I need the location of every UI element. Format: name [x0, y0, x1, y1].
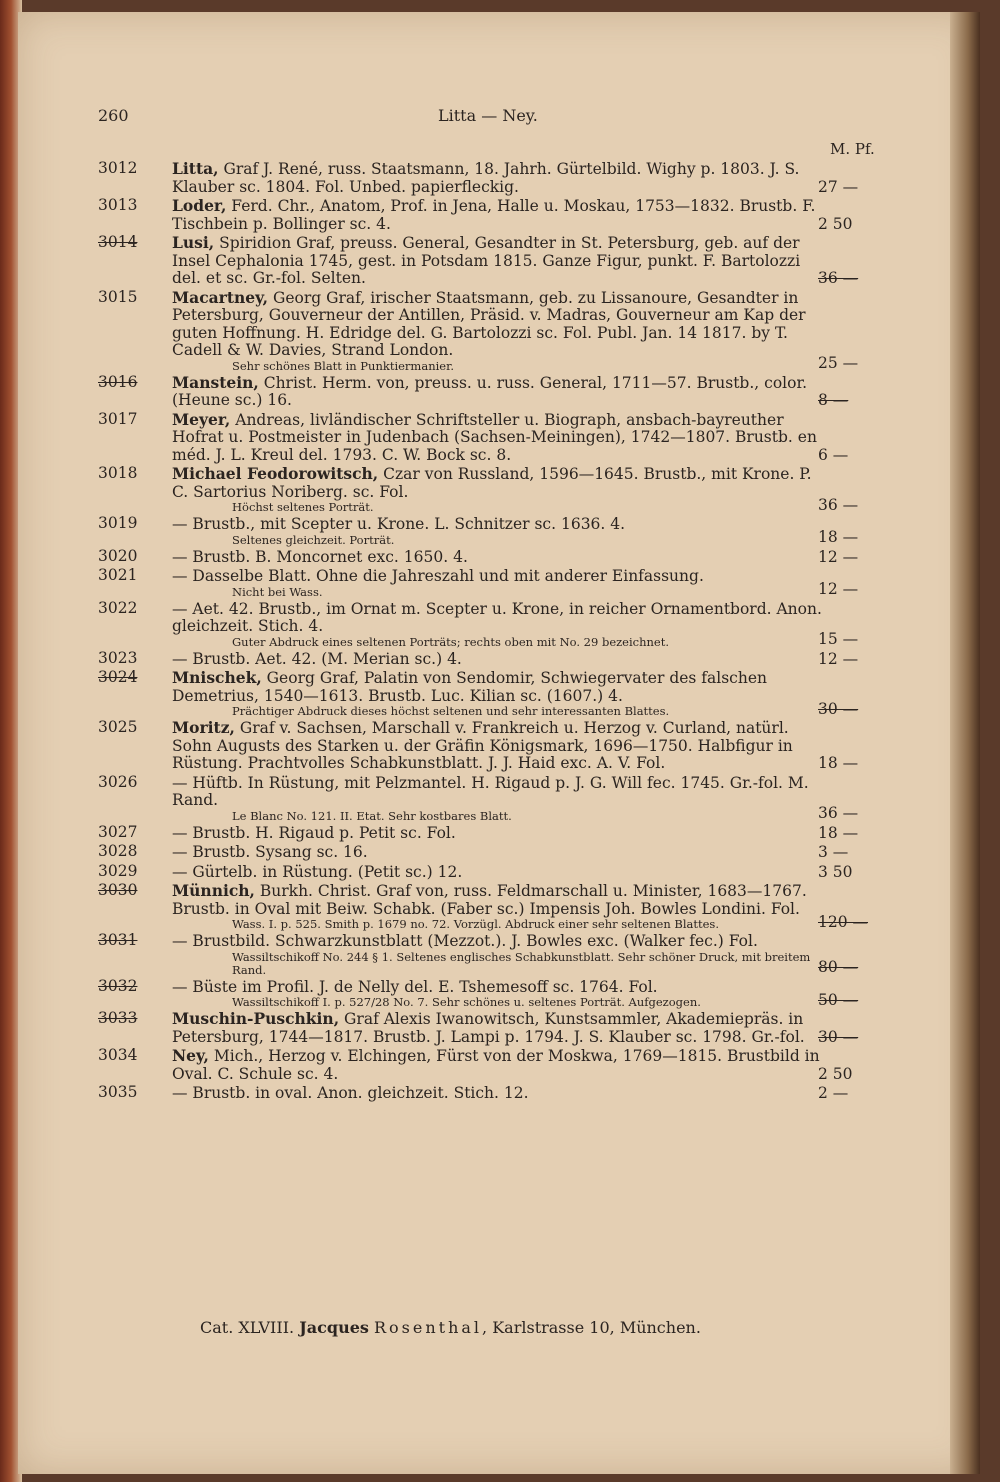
catalog-entry — [98, 234, 928, 288]
entry-text: Czar von Russland, 1596—1645. Brustb., mit Krone. P. C. Sartorius Noriberg. sc. Fol. — [172, 465, 812, 501]
entry-number: 3032 — [98, 976, 138, 995]
catalog-entry — [98, 882, 928, 931]
entry-price: 6 — — [818, 445, 849, 464]
entry-number: 3021 — [98, 566, 138, 584]
entry-number: 3031 — [98, 931, 138, 949]
entry-name: Lusi, — [172, 233, 215, 252]
entry-note: Höchst seltenes Porträt. — [232, 500, 374, 514]
entry-price: 2 50 — [818, 214, 853, 233]
entry-text: — Brustb. in oval. Anon. gleichzeit. Stich. 12. — [172, 1084, 529, 1102]
entry-number: 3025 — [98, 718, 138, 736]
catalog-entry — [98, 515, 928, 547]
entry-price: 30 — — [818, 699, 859, 718]
page-footer — [200, 1318, 701, 1337]
entry-body — [172, 234, 822, 288]
entry-note: Prächtiger Abdruck dieses höchst seltenen und sehr interessanten Blattes. — [232, 704, 670, 718]
entry-name: Muschin-Puschkin, — [172, 1009, 340, 1028]
entry-price: 3 50 — [818, 862, 853, 881]
catalog-entry — [98, 863, 928, 882]
entry-body — [172, 669, 822, 718]
catalog-entry — [98, 289, 928, 373]
entry-number: 3027 — [98, 822, 138, 841]
entry-note: Nicht bei Wass. — [232, 584, 323, 599]
entry-number: 3034 — [98, 1046, 138, 1064]
catalog-entry — [98, 160, 928, 196]
entry-body — [172, 824, 822, 843]
entry-price: 36 — — [818, 495, 859, 514]
entry-price: 12 — — [818, 580, 859, 598]
entry-number: 3024 — [98, 668, 138, 686]
entry-price: 12 — — [818, 649, 859, 668]
catalog-entry — [98, 932, 928, 977]
entry-text: Andreas, livländischer Schriftsteller u. Biograph, ansbach-bayreuther Hofrat u. Postmeister in Judenbach (Sachsen-Meiningen), 1742—1807. Brustb. en méd. J. L. Kreul del. 1793. C. W. Bock sc. 8. — [172, 410, 817, 464]
entry-price: 12 — — [818, 547, 859, 566]
entry-price: 18 — — [818, 823, 859, 842]
entry-note: Seltenes gleichzeit. Porträt. — [232, 532, 395, 547]
entry-text: Georg Graf, irischer Staatsmann, geb. zu Lissanoure, Gesandter in Petersburg, Gouverneur der Antillen, Präsid. v. Madras, Gouverneur am Kap der guten Hoffnung. H. Edridge del. G. Bartolozzi sc. Fol. Publ. Jan. 14 1817. by T. Cadell & W. Davies, Strand London. — [172, 288, 806, 359]
entry-price: 120 — — [818, 912, 869, 931]
entry-text: Mich., Herzog v. Elchingen, Fürst von der Moskwa, 1769—1815. Brustbild in Oval. C. Schule sc. 4. — [172, 1047, 820, 1083]
catalog-entry — [98, 548, 928, 567]
entry-body — [172, 863, 822, 882]
entry-text: Georg Graf, Palatin von Sendomir, Schwiegervater des falschen Demetrius, 1540—1613. Brustb. Luc. Kilian sc. (1607.) 4. — [172, 669, 768, 705]
catalog-entry — [98, 374, 928, 410]
firm-surname: Rosenthal — [373, 1318, 483, 1337]
catalog-number: Cat. XLVIII. — [200, 1318, 295, 1337]
entry-text: — Dasselbe Blatt. Ohne die Jahreszahl und mit anderer Einfassung. — [172, 567, 704, 585]
entry-text: — Brustb. Aet. 42. (M. Merian sc.) 4. — [172, 649, 462, 668]
entry-name: Loder, — [172, 196, 227, 215]
entry-body — [172, 289, 822, 373]
entry-number: 3012 — [98, 159, 138, 177]
entry-text: — Gürtelb. in Rüstung. (Petit sc.) 12. — [172, 862, 463, 881]
entry-price: 50 — — [818, 990, 859, 1009]
entry-text: — Büste im Profil. J. de Nelly del. E. Tshemesoff sc. 1764. Fol. — [172, 977, 658, 996]
entry-price: 15 — — [818, 630, 859, 648]
entry-number: 3029 — [98, 861, 138, 880]
entry-name: Macartney, — [172, 287, 269, 307]
entry-text: Graf J. René, russ. Staatsmann, 18. Jahrh. Gürtelbild. Wighy p. 1803. J. S. Klauber sc. 1804. Fol. Unbed. papierfleckig. — [172, 160, 800, 196]
page-number: 260 — [98, 106, 129, 125]
entry-price: 18 — — [818, 528, 859, 546]
entry-body — [172, 465, 822, 514]
entry-number: 3016 — [98, 372, 138, 391]
catalog-entry — [98, 1047, 928, 1083]
catalog-entry — [98, 719, 928, 773]
entry-note: Le Blanc No. 121. II. Etat. Sehr kostbares Blatt. — [232, 808, 512, 823]
entry-text: Graf v. Sachsen, Marschall v. Frankreich u. Herzog v. Curland, natürl. Sohn Augusts des Starken u. der Gräfin Königsmark, 1696—1750. Halbfigur in Rüstung. Prachtvolles Schabkunstblatt. J. J. Haid exc. A. V. Fol. — [172, 719, 793, 772]
entry-body — [172, 650, 822, 669]
entry-body — [172, 374, 822, 410]
entry-body — [172, 548, 822, 567]
entry-text: — Brustb., mit Scepter u. Krone. L. Schnitzer sc. 1636. 4. — [172, 515, 626, 533]
entry-price: 2 50 — [818, 1064, 853, 1083]
entry-price: 25 — — [818, 354, 859, 372]
entry-body — [172, 774, 822, 823]
entry-price: 18 — — [818, 754, 859, 772]
entry-body — [172, 160, 822, 196]
entry-name: Meyer, — [172, 409, 231, 429]
entry-name: Münnich, — [172, 881, 255, 900]
entry-text: Graf Alexis Iwanowitsch, Kunstsammler, Akademiepräs. in Petersburg, 1744—1817. Brustb. J. Lampi p. 1794. J. S. Klauber sc. 1798. Gr.-fol. — [172, 1010, 805, 1046]
entry-number: 3018 — [98, 464, 138, 482]
entry-body — [172, 411, 822, 465]
entry-name: Litta, — [172, 159, 219, 178]
entry-number: 3033 — [98, 1009, 138, 1027]
entry-text: Christ. Herm. von, preuss. u. russ. General, 1711—57. Brustb., color. (Heune sc.) 16. — [172, 373, 808, 409]
catalog-entry — [98, 650, 928, 669]
entry-text: Burkh. Christ. Graf von, russ. Feldmarschall u. Minister, 1683—1767. Brustb. in Oval mit Beiw. Schabk. (Faber sc.) Impensis Joh. Bowles Londini. Fol. — [172, 882, 807, 918]
entry-number: 3020 — [98, 546, 138, 565]
currency-header: M. Pf. — [830, 140, 875, 158]
entry-price: 36 — — [818, 804, 859, 822]
entry-price: 30 — — [818, 1027, 859, 1046]
entry-number: 3035 — [98, 1083, 138, 1101]
page-title: Litta — Ney. — [438, 106, 538, 125]
entry-body — [172, 567, 822, 599]
entry-price: 80 — — [818, 958, 859, 976]
entry-note: Wassiltschikoff No. 244 § 1. Seltenes englisches Schabkunstblatt. Sehr schöner Druck, mit breitem Rand. — [232, 949, 811, 977]
entry-name: Ney, — [172, 1046, 209, 1065]
catalog-entry — [98, 824, 928, 843]
entry-body — [172, 843, 822, 862]
entry-number: 3015 — [98, 287, 138, 306]
entry-body — [172, 882, 822, 931]
entry-body — [172, 1047, 822, 1083]
catalog-entry — [98, 774, 928, 823]
entry-text: — Hüftb. In Rüstung, mit Pelzmantel. H. Rigaud p. J. G. Will fec. 1745. Gr.-fol. M. Rand. — [172, 773, 809, 809]
entry-text: Spiridion Graf, preuss. General, Gesandter in St. Petersburg, geb. auf der Insel Cephalonia 1745, gest. in Potsdam 1815. Ganze Figur, punkt. F. Bartolozzi del. et sc. Gr.-fol. Selten. — [172, 234, 801, 287]
entry-text: — Brustbild. Schwarzkunstblatt (Mezzot.). J. Bowles exc. (Walker fec.) Fol. — [172, 932, 758, 950]
catalog-entry — [98, 600, 928, 649]
entry-note: Wassiltschikoff I. p. 527/28 No. 7. Sehr schönes u. seltenes Porträt. Aufgezogen. — [232, 995, 701, 1009]
entry-price: 3 — — [818, 843, 849, 861]
catalog-entry — [98, 669, 928, 718]
entry-text: — Aet. 42. Brustb., im Ornat m. Scepter u. Krone, in reicher Ornamentbord. Anon. gleichzeit. Stich. 4. — [172, 599, 822, 635]
book-spine — [950, 12, 980, 1474]
entry-number: 3017 — [98, 409, 138, 428]
catalog-entry — [98, 411, 928, 465]
entry-number: 3019 — [98, 514, 138, 532]
entry-body — [172, 197, 822, 233]
entry-name: Manstein, — [172, 372, 259, 392]
entry-price: 2 — — [818, 1084, 849, 1102]
catalog-entry — [98, 465, 928, 514]
entry-price: 8 — — [818, 391, 849, 409]
entry-body — [172, 515, 822, 547]
entry-number: 3022 — [98, 598, 138, 617]
entry-text: — Brustb. H. Rigaud p. Petit sc. Fol. — [172, 823, 456, 842]
page-header — [98, 106, 818, 130]
entry-body — [172, 932, 822, 977]
entry-name: Michael Feodorowitsch, — [172, 464, 379, 483]
entry-number: 3026 — [98, 772, 138, 791]
entry-number: 3028 — [98, 842, 138, 860]
entry-number: 3030 — [98, 881, 138, 899]
entry-text: — Brustb. Sysang sc. 16. — [172, 843, 368, 861]
entry-name: Mnischek, — [172, 668, 262, 687]
entry-price: 27 — — [818, 177, 859, 196]
entry-price: 36 — — [818, 269, 859, 287]
firm-address: , Karlstrasse 10, München. — [482, 1318, 701, 1337]
catalog-entry — [98, 978, 928, 1010]
catalog-entry — [98, 843, 928, 862]
entry-number: 3013 — [98, 196, 138, 214]
entry-note: Wass. I. p. 525. Smith p. 1679 no. 72. Vorzügl. Abdruck einer sehr seltenen Blattes. — [232, 917, 719, 931]
entry-body — [172, 600, 822, 649]
entry-note: Guter Abdruck eines seltenen Porträts; rechts oben mit No. 29 bezeichnet. — [232, 634, 669, 649]
catalog-entry — [98, 567, 928, 599]
catalog-entry — [98, 1010, 928, 1046]
entry-body — [172, 719, 822, 773]
entry-number: 3023 — [98, 648, 138, 667]
entry-body — [172, 1084, 822, 1103]
firm-name: Jacques — [299, 1318, 369, 1337]
entry-body — [172, 1010, 822, 1046]
entry-note: Sehr schönes Blatt in Punktiermanier. — [232, 358, 454, 373]
entry-name: Moritz, — [172, 718, 235, 737]
catalog-entry — [98, 1084, 928, 1103]
catalog-entry — [98, 197, 928, 233]
entry-number: 3014 — [98, 233, 138, 251]
entry-text: — Brustb. B. Moncornet exc. 1650. 4. — [172, 547, 468, 566]
entry-body — [172, 978, 822, 1010]
entry-text: Ferd. Chr., Anatom, Prof. in Jena, Halle u. Moskau, 1753—1832. Brustb. F. Tischbein p. Bollinger sc. 4. — [172, 197, 816, 233]
entry-list — [98, 160, 928, 1104]
